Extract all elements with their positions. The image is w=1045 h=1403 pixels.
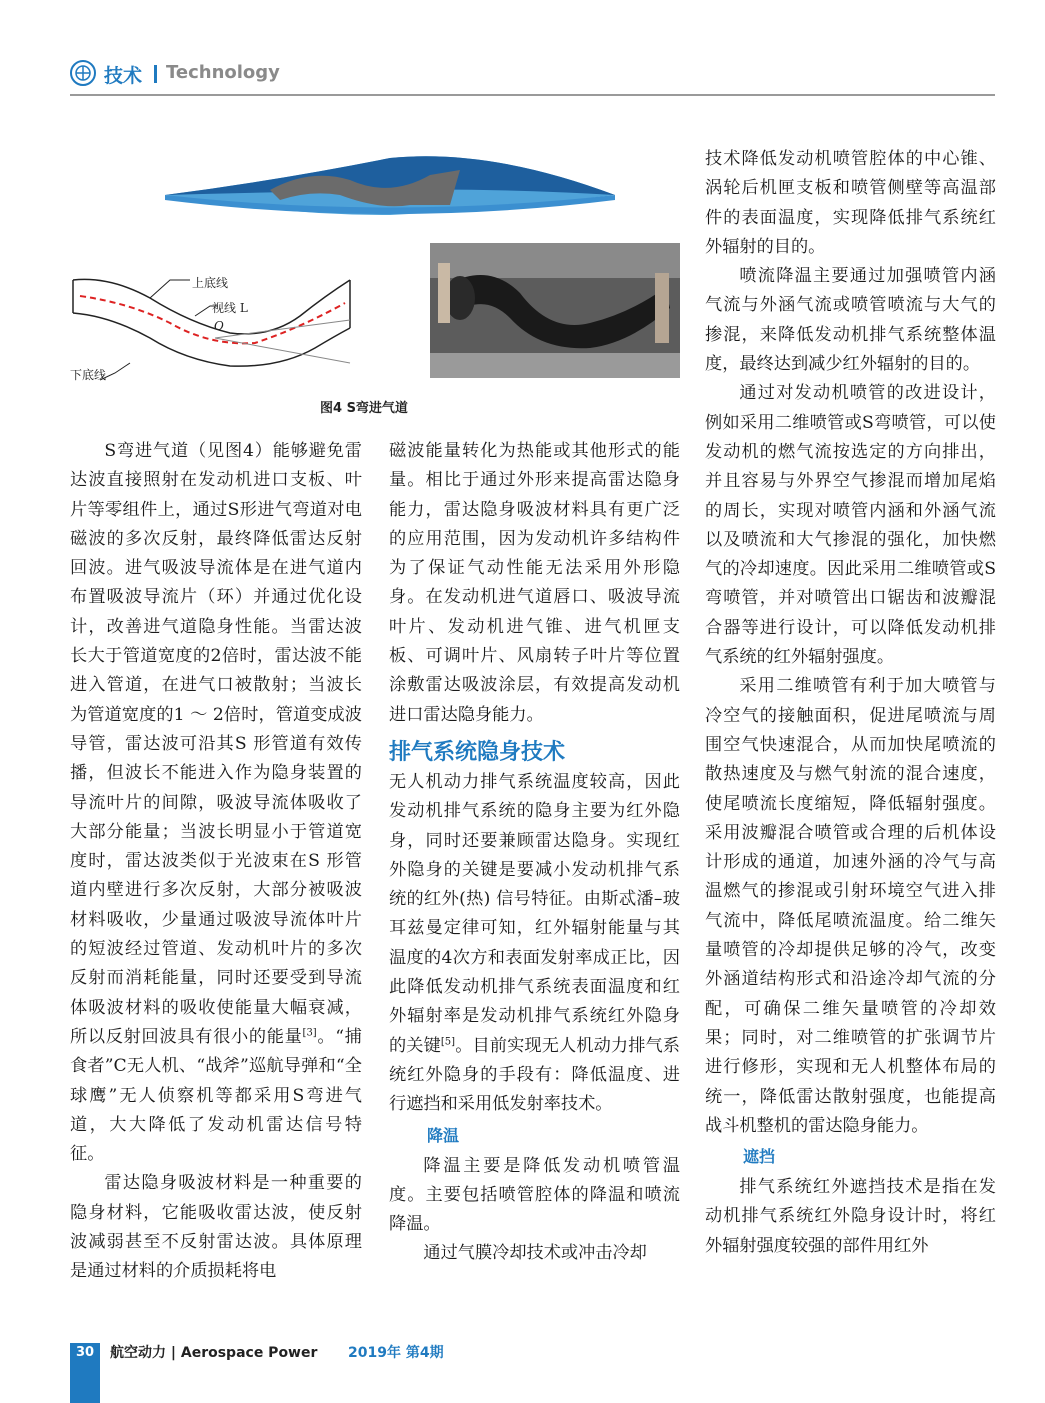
s-duct-3d-render — [160, 150, 620, 230]
section-name-cn: 技术 — [104, 65, 143, 87]
subsection-heading: 降温 — [427, 1125, 460, 1145]
subsection-heading: 遮挡 — [743, 1147, 776, 1167]
paragraph: 无人机动力排气系统温度较高，因此发动机排气系统的隐身主要为红外隐身，同时还要兼顾雷达隐身。实现红外隐身的关键是要减小发动机排气系统的红外(热) 信号特征。由斯忒潘–玻耳兹曼定律可知，红外辐射能量与其温度的4次方和表面发射率成正比，因此降低发动机排气系统表面温度和红外辐射率是发动机排气系统红外隐身的关键[5]。目前实现无人机动力排气系统红外隐身的手段有：降低温度、进行遮挡和采用低发射率技术。 — [389, 771, 680, 1115]
label-origin: O — [214, 319, 224, 333]
page-footer — [70, 1343, 570, 1363]
journal-issue: 2019年 第4期 — [348, 1345, 444, 1361]
s-duct-diagram — [70, 268, 420, 386]
paragraph: 降温主要是降低发动机喷管温度。主要包括喷管腔体的降温和喷流降温。 — [389, 1155, 680, 1235]
citation: [3] — [302, 1027, 317, 1039]
paragraph: 磁波能量转化为热能或其他形式的能量。相比于通过外形来提高雷达隐身能力，雷达隐身吸波材料具有更广泛的应用范围，因为发动机许多结构件为了保证气动性能无法采用外形隐身。在发动机进气道唇口、吸波导流叶片、发动机进气锥、进气机匣支板、可调叶片、风扇转子叶片等位置涂敷雷达吸波涂层，有效提高发动机进口雷达隐身能力。 — [389, 441, 680, 725]
header-divider — [154, 65, 157, 83]
journal-logo-icon — [70, 60, 96, 86]
s-duct-photo — [430, 243, 680, 378]
header-rule — [70, 94, 995, 96]
paragraph: 采用二维喷管有利于加大喷管与冷空气的接触面积，促进尾喷流与周围空气快速混合，从而加快尾喷流的散热速度及与燃气射流的混合速度，使尾喷流长度缩短，降低辐射强度。采用波瓣混合喷管或合理的后机体设计形成的通道，加速外涵的冷气与高温燃气的掺混或引射环境空气进入排气流中，降低尾喷流温度。给二维矢量喷管的冷却提供足够的冷气，改变外涵道结构形式和沿途冷却气流的分配，可确保二维矢量喷管的冷却效果；同时，对二维喷管的扩张调节片进行修形，实现和无人机整体布局的统一，降低雷达散射强度，也能提高战斗机整机的雷达隐身能力。 — [705, 676, 996, 1136]
label-upper-line: 上底线 — [192, 276, 229, 290]
page-header — [70, 58, 995, 92]
paragraph: 通过对发动机喷管的改进设计，例如采用二维喷管或S弯喷管，可以使发动机的燃气流按选定的方向排出，并且容易与外界空气掺混而增加尾焰的周长，实现对喷管内涵和外涵气流以及喷流和大气掺混的强化，加快燃气的冷却速度。因此采用二维喷管或S弯喷管，并对喷管出口锯齿和波瓣混合器等进行设计，可以降低发动机排气系统的红外辐射强度。 — [705, 383, 996, 668]
section-heading: 排气系统隐身技术 — [389, 739, 566, 765]
s-duct-diagram-svg — [70, 268, 420, 386]
paragraph: S弯进气道（见图4）能够避免雷达波直接照射在发动机进口支板、叶片等零组件上，通过S形进气弯道对电磁波的多次反射，最终降低雷达反射回波。进气吸波导流体是在进气道内布置吸波导流片（环）并通过优化设计，改善进气道隐身性能。当雷达波长大于管道宽度的2倍时，雷达波不能进入管道，在进气口被散射；当波长为管道宽度的1 ～ 2倍时，管道变成波导管，雷达波可沿其S 形管道有效传播，但波长不能进入作为隐身装置的导流叶片的间隙，吸波导流体吸收了大部分能量；当波长明显小于管道宽度时，雷达波类似于光波束在S 形管道内壁进行多次反射，大部分被吸波材料吸收，少量通过吸波导流体叶片的短波经过管道、发动机叶片的多次反射而消耗能量，同时还要受到导流体吸波材料的吸收使能量大幅衰减，所以反射回波具有很小的能量[3]。“捕食者”C无人机、“战斧”巡航导弹和“全球鹰”无人侦察机等都采用S弯进气道，大大降低了发动机雷达信号特征。 — [70, 441, 362, 1165]
middle-column — [389, 437, 680, 1269]
label-lower-line: 下底线 — [70, 368, 107, 382]
right-column — [705, 145, 996, 1261]
citation: [5] — [440, 1035, 456, 1047]
label-sight-line: 视线 L — [212, 301, 248, 315]
figure-caption: 图4 S弯进气道 — [320, 401, 408, 416]
paragraph: 通过气膜冷却技术或冲击冷却 — [423, 1243, 647, 1264]
paragraph: 技术降低发动机喷管腔体的中心锥、涡轮后机匣支板和喷管侧壁等高温部件的表面温度，实现降低排气系统红外辐射的目的。 — [705, 149, 996, 257]
paragraph: 喷流降温主要通过加强喷管内涵气流与外涵气流或喷管喷流与大气的掺混，来降低发动机排气系统整体温度，最终达到减少红外辐射的目的。 — [705, 266, 996, 375]
left-column — [70, 437, 362, 1287]
journal-name: 航空动力 | Aerospace Power — [110, 1345, 318, 1361]
page-number: 30 — [70, 1343, 100, 1403]
section-name-en: Technology — [166, 62, 280, 83]
paragraph: 排气系统红外遮挡技术是指在发动机排气系统红外隐身设计时，将红外辐射强度较强的部件用红外 — [705, 1177, 996, 1256]
paragraph: 雷达隐身吸波材料是一种重要的隐身材料，它能吸收雷达波，使反射波减弱甚至不反射雷达波。具体原理是通过材料的介质损耗将电 — [70, 1173, 362, 1282]
